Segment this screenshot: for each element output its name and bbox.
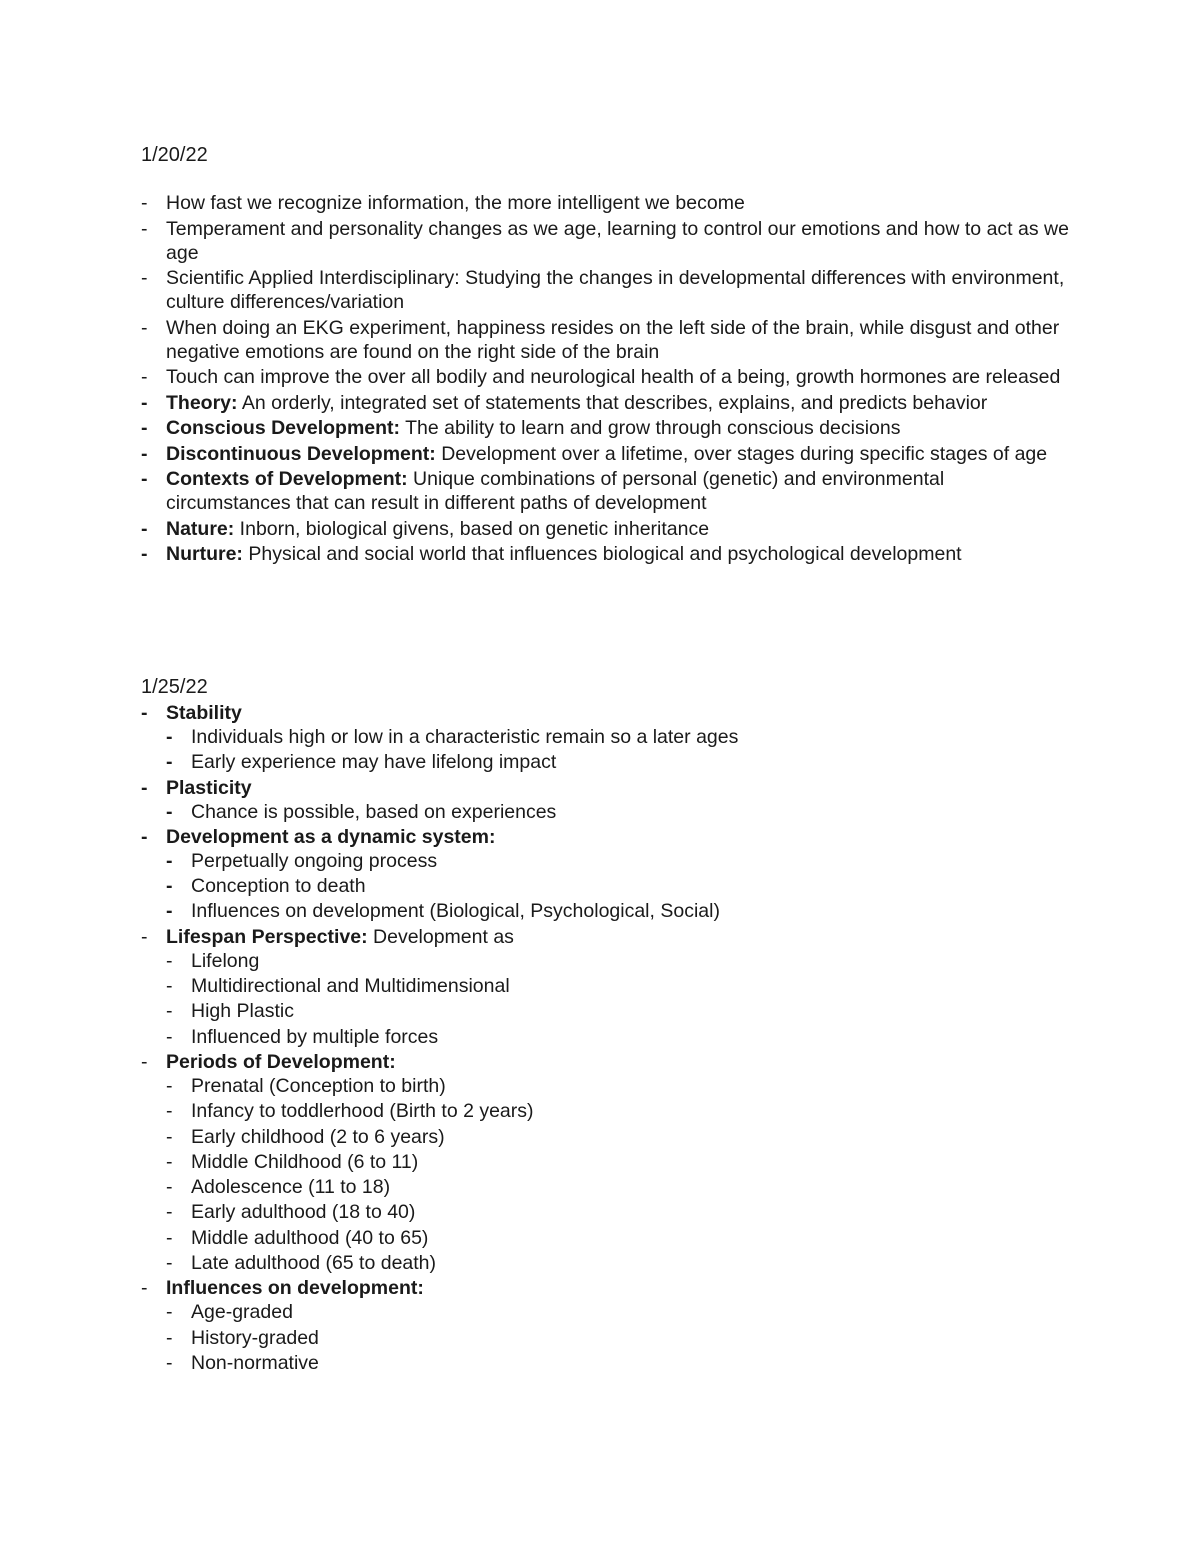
dash-bullet: - <box>166 800 173 823</box>
sub-list-item-text: Multidirectional and Multidimensional <box>191 975 510 998</box>
list-item <box>141 365 1071 389</box>
dash-bullet: - <box>166 975 173 998</box>
dash-bullet: - <box>141 702 148 724</box>
dash-bullet: - <box>166 726 173 748</box>
list-item-term: Nature: <box>166 517 235 540</box>
dash-bullet: - <box>141 825 148 848</box>
list-item <box>141 517 1071 541</box>
sub-list <box>166 1074 1071 1275</box>
list-item <box>141 701 1071 774</box>
sub-list <box>166 725 1071 774</box>
sub-list-item <box>166 874 1071 898</box>
list-item-text: Development over a lifetime, over stages during specific stages of age <box>435 442 1048 465</box>
sub-list-item-text: Chance is possible, based on experiences <box>191 800 557 823</box>
list-item-text: Physical and social world that influences biological and psychological development <box>242 543 962 565</box>
sub-list-item-text: Middle Childhood (6 to 11) <box>191 1150 419 1173</box>
dash-bullet: - <box>141 217 148 240</box>
sub-list <box>166 949 1071 1049</box>
section-date-2: 1/25/22 <box>141 676 208 698</box>
list-item-term: Discontinuous Development: <box>166 442 436 465</box>
sub-list-item <box>166 1074 1071 1098</box>
sub-list <box>166 849 1071 924</box>
list-item-text: Inborn, biological givens, based on genetic inheritance <box>234 517 710 540</box>
dash-bullet: - <box>166 1326 173 1349</box>
dash-bullet: - <box>141 1277 148 1300</box>
list-item <box>141 217 1071 265</box>
sub-list-item <box>166 1025 1071 1049</box>
sub-list-item <box>166 1326 1071 1350</box>
list-item <box>141 416 1071 440</box>
section-date-1: 1/20/22 <box>141 144 208 166</box>
sub-list-item-text: Early adulthood (18 to 40) <box>191 1201 416 1224</box>
dash-bullet: - <box>166 1100 173 1123</box>
sub-list-item-text: Adolescence (11 to 18) <box>191 1176 391 1199</box>
notes-list-1 <box>141 191 1071 568</box>
sub-list-item-text: Influenced by multiple forces <box>191 1025 439 1048</box>
dash-bullet: - <box>141 1050 148 1073</box>
list-item-term: Development as a dynamic system: <box>166 825 496 848</box>
dash-bullet: - <box>141 391 148 414</box>
dash-bullet: - <box>166 1074 173 1097</box>
sub-list-item <box>166 1351 1071 1375</box>
sub-list-item-text: Late adulthood (65 to death) <box>191 1252 437 1275</box>
sub-list-item <box>166 750 1071 774</box>
sub-list-item-text: Individuals high or low in a characteristic remain so a later ages <box>191 726 739 748</box>
list-item-text: The ability to learn and grow through conscious decisions <box>400 417 901 439</box>
list-item <box>141 266 1071 314</box>
dash-bullet: - <box>166 1252 173 1275</box>
dash-bullet: - <box>166 900 173 923</box>
dash-bullet: - <box>141 316 148 339</box>
dash-bullet: - <box>166 1000 173 1023</box>
dash-bullet: - <box>141 366 148 388</box>
sub-list-item <box>166 1175 1071 1199</box>
dash-bullet: - <box>166 751 173 774</box>
sub-list-item <box>166 999 1071 1023</box>
sub-list <box>166 1300 1071 1375</box>
list-item-term: Plasticity <box>166 776 252 799</box>
dash-bullet: - <box>141 468 148 490</box>
list-item-text: When doing an EKG experiment, happiness resides on the left side of the brain, while disgust and other negative emotions are found on the right side of the brain <box>166 316 1060 363</box>
dash-bullet: - <box>166 1226 173 1249</box>
dash-bullet: - <box>166 949 173 972</box>
sub-list-item <box>166 725 1071 749</box>
dash-bullet: - <box>141 517 148 540</box>
dash-bullet: - <box>166 1176 173 1199</box>
list-item-text: Temperament and personality changes as we age, learning to control our emotions and how to act as we age <box>166 217 1069 264</box>
list-item <box>141 1050 1071 1275</box>
list-item-term: Theory: <box>166 391 238 414</box>
sub-list-item-text: Infancy to toddlerhood (Birth to 2 years) <box>191 1100 534 1123</box>
list-item <box>141 825 1071 924</box>
sub-list-item <box>166 1200 1071 1224</box>
dash-bullet: - <box>141 442 148 465</box>
dash-bullet: - <box>141 417 148 439</box>
sub-list-item-text: Early childhood (2 to 6 years) <box>191 1125 445 1148</box>
list-item-text: Development as <box>367 925 514 948</box>
sub-list-item <box>166 1150 1071 1174</box>
sub-list-item-text: High Plastic <box>191 1000 294 1023</box>
sub-list-item <box>166 949 1071 973</box>
sub-list-item <box>166 1125 1071 1149</box>
sub-list <box>166 800 1071 824</box>
dash-bullet: - <box>166 1351 173 1374</box>
dash-bullet: - <box>166 849 173 872</box>
sub-list-item <box>166 974 1071 998</box>
list-item <box>141 442 1071 466</box>
list-item-term: Periods of Development: <box>166 1050 396 1073</box>
sub-list-item <box>166 1099 1071 1123</box>
dash-bullet: - <box>166 1150 173 1173</box>
list-item <box>141 542 1071 566</box>
list-item-term: Nurture: <box>166 543 243 565</box>
sub-list-item-text: Prenatal (Conception to birth) <box>191 1074 446 1097</box>
sub-list-item <box>166 1300 1071 1324</box>
dash-bullet: - <box>166 875 173 898</box>
sub-list-item-text: Early experience may have lifelong impact <box>191 751 557 774</box>
dash-bullet: - <box>166 1025 173 1048</box>
list-item-text: Unique combinations of personal (genetic) and environmental circumstances that can result in different paths of development <box>166 468 945 514</box>
sub-list-item-text: Non-normative <box>191 1351 319 1374</box>
dash-bullet: - <box>166 1201 173 1224</box>
dash-bullet: - <box>141 776 148 799</box>
list-item <box>141 316 1071 364</box>
dash-bullet: - <box>141 543 148 565</box>
list-item-term: Conscious Development: <box>166 417 401 439</box>
list-item <box>141 776 1071 824</box>
sub-list-item-text: Middle adulthood (40 to 65) <box>191 1226 429 1249</box>
dash-bullet: - <box>141 192 148 214</box>
list-item-term: Influences on development: <box>166 1277 424 1300</box>
list-item <box>141 391 1071 415</box>
notes-list-2 <box>141 701 1071 1376</box>
sub-list-item <box>166 899 1071 923</box>
sub-list-item <box>166 1226 1071 1250</box>
list-item <box>141 925 1071 1049</box>
sub-list-item-text: Influences on development (Biological, Psychological, Social) <box>191 900 720 923</box>
list-item-text: Scientific Applied Interdisciplinary: Studying the changes in developmental differences with environment, culture differences/variation <box>166 267 1065 313</box>
sub-list-item-text: Age-graded <box>191 1301 293 1324</box>
dash-bullet: - <box>141 267 148 289</box>
list-item <box>141 1276 1071 1375</box>
list-item-term: Lifespan Perspective: <box>166 925 368 948</box>
sub-list-item <box>166 1251 1071 1275</box>
list-item <box>141 467 1071 515</box>
sub-list-item-text: History-graded <box>191 1326 319 1349</box>
sub-list-item-text: Lifelong <box>191 949 260 972</box>
list-item-term: Stability <box>166 702 242 724</box>
dash-bullet: - <box>166 1301 173 1324</box>
sub-list-item <box>166 800 1071 824</box>
dash-bullet: - <box>166 1125 173 1148</box>
sub-list-item-text: Conception to death <box>191 875 366 898</box>
list-item-text: How fast we recognize information, the more intelligent we become <box>166 192 745 214</box>
list-item-text: Touch can improve the over all bodily and neurological health of a being, growth hormones are released <box>166 366 1061 388</box>
list-item <box>141 191 1071 215</box>
sub-list-item <box>166 849 1071 873</box>
list-item-term: Contexts of Development: <box>166 468 408 490</box>
list-item-text: An orderly, integrated set of statements that describes, explains, and predicts behavior <box>237 391 988 414</box>
sub-list-item-text: Perpetually ongoing process <box>191 849 438 872</box>
dash-bullet: - <box>141 925 148 948</box>
